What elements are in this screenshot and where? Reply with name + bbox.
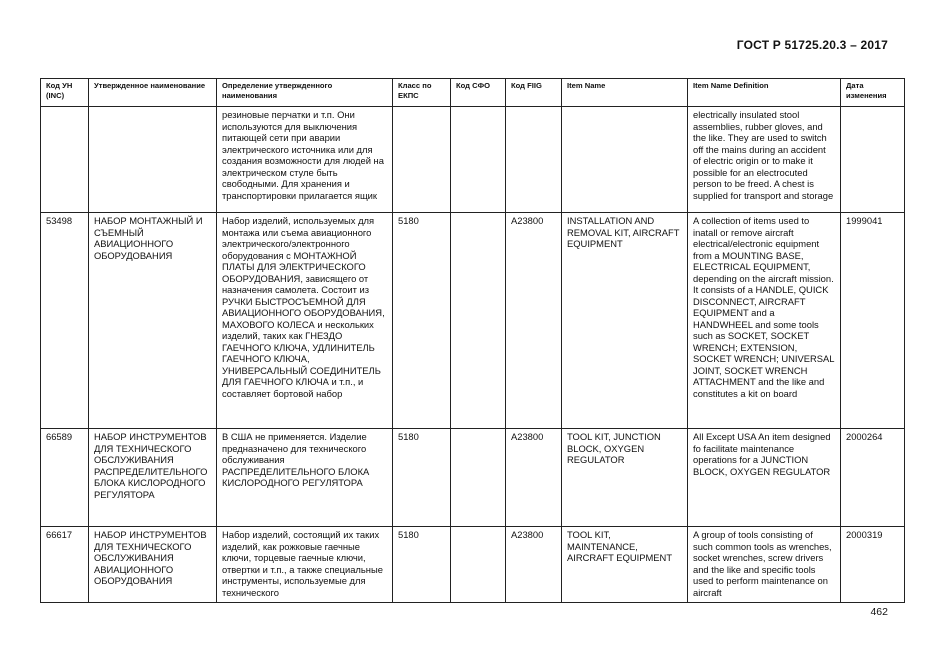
cell-sfo <box>451 107 506 213</box>
document-title: ГОСТ Р 51725.20.3 – 2017 <box>736 38 888 52</box>
cell-code: 66589 <box>41 429 89 527</box>
cell-change-date <box>841 107 905 213</box>
cell-item-name: TOOL KIT, JUNCTION BLOCK, OXYGEN REGULATOR <box>562 429 688 527</box>
cell-fiig: A23800 <box>506 527 562 603</box>
header-approved-name: Утвержденное наименование <box>89 79 217 107</box>
cell-change-date: 2000319 <box>841 527 905 603</box>
cell-class <box>393 107 451 213</box>
cell-approved-name: НАБОР ИНСТРУМЕНТОВ ДЛЯ ТЕХНИЧЕСКОГО ОБСЛУЖИВАНИЯ РАСПРЕДЕЛИТЕЛЬНОГО БЛОКА КИСЛОРОДНОГО РЕГУЛЯТОРА <box>89 429 217 527</box>
cell-change-date: 2000264 <box>841 429 905 527</box>
header-fiig: Код FIIG <box>506 79 562 107</box>
cell-code <box>41 107 89 213</box>
table-row <box>41 213 905 429</box>
cell-sfo <box>451 213 506 429</box>
cell-name-definition: Набор изделий, состоящий их таких изделий, как рожковые гаечные ключи, торцевые гаечные ключи, отвертки и т.п., а также специальные инструменты, используемые для технического <box>217 527 393 603</box>
cell-name-definition: В США не применяется. Изделие предназначено для технического обслуживания РАСПРЕДЕЛИТЕЛЬНОГО БЛОКА КИСЛОРОДНОГО РЕГУЛЯТОРА <box>217 429 393 527</box>
cell-class: 5180 <box>393 213 451 429</box>
cell-item-name-definition: A collection of items used to inatall or remove aircraft electrical/electronic equipment from a MOUNTING BASE, ELECTRICAL EQUIPMENT, depending on the aircraft mission. It consists of a HANDLE, QUICK DISCONNECT, AIRCRAFT EQUIPMENT and a HANDWHEEL and some tools such as SOCKET, SOCKET WRENCH; EXTENSION, SOCKET WRENCH; UNIVERSAL JOINT, SOCKET WRENCH ATTACHMENT and the like and constitutes a kit on board <box>688 213 841 429</box>
header-item-name-definition: Item Name Definition <box>688 79 841 107</box>
cell-approved-name <box>89 107 217 213</box>
header-class: Класс по ЕКПС <box>393 79 451 107</box>
cell-item-name <box>562 107 688 213</box>
cell-item-name-definition: A group of tools consisting of such common tools as wrenches, socket wrenches, screw drivers and the like and specific tools used to perform maintenance on aircraft <box>688 527 841 603</box>
cell-class: 5180 <box>393 429 451 527</box>
table-row <box>41 429 905 527</box>
table-row <box>41 107 905 213</box>
cell-item-name-definition: All Except USA An item designed fo facilitate maintenance operations for a JUNCTION BLOCK, OXYGEN REGULATOR <box>688 429 841 527</box>
cell-name-definition: резиновые перчатки и т.п. Они используются для выключения питающей сети при аварии электрического источника или для создания возможности для людей на электрическом стуле быть свободными. Для хранения и транспортировки прилагается ящик <box>217 107 393 213</box>
cell-change-date: 1999041 <box>841 213 905 429</box>
cell-approved-name: НАБОР МОНТАЖНЫЙ И СЪЕМНЫЙ АВИАЦИОННОГО ОБОРУДОВАНИЯ <box>89 213 217 429</box>
page-number: 462 <box>870 606 888 618</box>
cell-name-definition: Набор изделий, используемых для монтажа или съема авиационного электрического/электронного оборудования с МОНТАЖНОЙ ПЛАТЫ ДЛЯ ЭЛЕКТРИЧЕСКОГО ОБОРУДОВАНИЯ, зависящего от назначения самолета. Состоит из РУЧКИ БЫСТРОСЪЕМНОЙ ДЛЯ АВИАЦИОННОГО ОБОРУДОВАНИЯ, МАХОВОГО КОЛЕСА и нескольких изделий, таких как ГНЕЗДО ГАЕЧНОГО КЛЮЧА, УДЛИНИТЕЛЬ ГАЕЧНОГО КЛЮЧА, УНИВЕРСАЛЬНЫЙ СОЕДИНИТЕЛЬ ДЛЯ ГАЕЧНОГО КЛЮЧА и т.п., и составляет бортовой набор <box>217 213 393 429</box>
cell-fiig <box>506 107 562 213</box>
cell-item-name-definition: electrically insulated stool assemblies, rubber gloves, and the like. They are used to switch off the mains during an accident of electric origin or to make it possible for an electrocuted person to be freed. A chest is supplied for transport and storage <box>688 107 841 213</box>
cell-sfo <box>451 429 506 527</box>
cell-approved-name: НАБОР ИНСТРУМЕНТОВ ДЛЯ ТЕХНИЧЕСКОГО ОБСЛУЖИВАНИЯ АВИАЦИОННОГО ОБОРУДОВАНИЯ <box>89 527 217 603</box>
cell-code: 66617 <box>41 527 89 603</box>
catalog-table <box>40 78 905 603</box>
header-change-date: Дата изменения <box>841 79 905 107</box>
cell-item-name: INSTALLATION AND REMOVAL KIT, AIRCRAFT EQUIPMENT <box>562 213 688 429</box>
cell-code: 53498 <box>41 213 89 429</box>
cell-fiig: A23800 <box>506 213 562 429</box>
table-row <box>41 527 905 603</box>
cell-fiig: A23800 <box>506 429 562 527</box>
cell-item-name: TOOL KIT, MAINTENANCE, AIRCRAFT EQUIPMENT <box>562 527 688 603</box>
cell-sfo <box>451 527 506 603</box>
header-code: Код УН (INC) <box>41 79 89 107</box>
header-sfo: Код СФО <box>451 79 506 107</box>
table-header-row <box>41 79 905 107</box>
header-name-definition: Определение утвержденного наименования <box>217 79 393 107</box>
cell-class: 5180 <box>393 527 451 603</box>
header-item-name: Item Name <box>562 79 688 107</box>
